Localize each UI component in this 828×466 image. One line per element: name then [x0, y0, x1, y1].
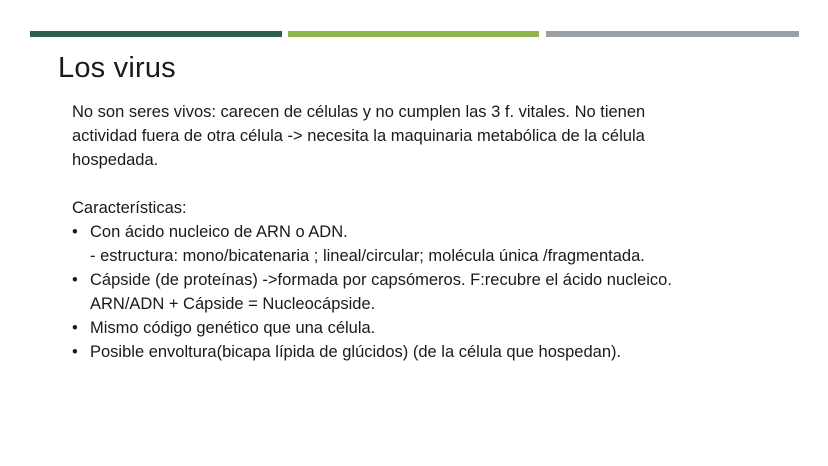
bullet-icon: • — [72, 271, 78, 289]
list-item-text: Mismo código genético que una célula. — [90, 319, 376, 337]
list-item — [72, 340, 792, 364]
list-item-text: Posible envoltura(bicapa lípida de glúcidos) (de la célula que hospedan). — [90, 343, 622, 361]
slide-title: Los virus — [58, 52, 176, 84]
accent-bar-dark-green — [30, 31, 282, 37]
accent-bar-light-green — [288, 31, 539, 37]
intro-line-3: hospedada. — [72, 151, 159, 169]
features-label: Características: — [72, 199, 187, 217]
list-item — [72, 220, 792, 244]
list-subitem — [72, 244, 792, 268]
features-list — [72, 220, 792, 364]
list-item — [72, 316, 792, 340]
bullet-icon: • — [72, 223, 78, 241]
bullet-icon: • — [72, 319, 78, 337]
slide-body — [72, 100, 792, 364]
list-item-text: Con ácido nucleico de ARN o ADN. — [90, 223, 348, 241]
paragraph-spacer — [72, 172, 792, 196]
list-subitem-text: - estructura: mono/bicatenaria ; lineal/circular; molécula única /fragmentada. — [90, 247, 645, 265]
list-item-text: Cápside (de proteínas) ->formada por capsómeros. F:recubre el ácido nucleico. — [90, 271, 672, 289]
bullet-icon: • — [72, 343, 78, 361]
accent-bar-gray — [546, 31, 799, 37]
accent-bars — [30, 31, 799, 37]
list-item — [72, 268, 792, 316]
intro-line-2: actividad fuera de otra célula -> necesita la maquinaria metabólica de la célula — [72, 127, 645, 145]
list-item-text-continued: ARN/ADN + Cápside = Nucleocápside. — [90, 295, 376, 313]
intro-line-1: No son seres vivos: carecen de células y no cumplen las 3 f. vitales. No tienen — [72, 103, 646, 121]
